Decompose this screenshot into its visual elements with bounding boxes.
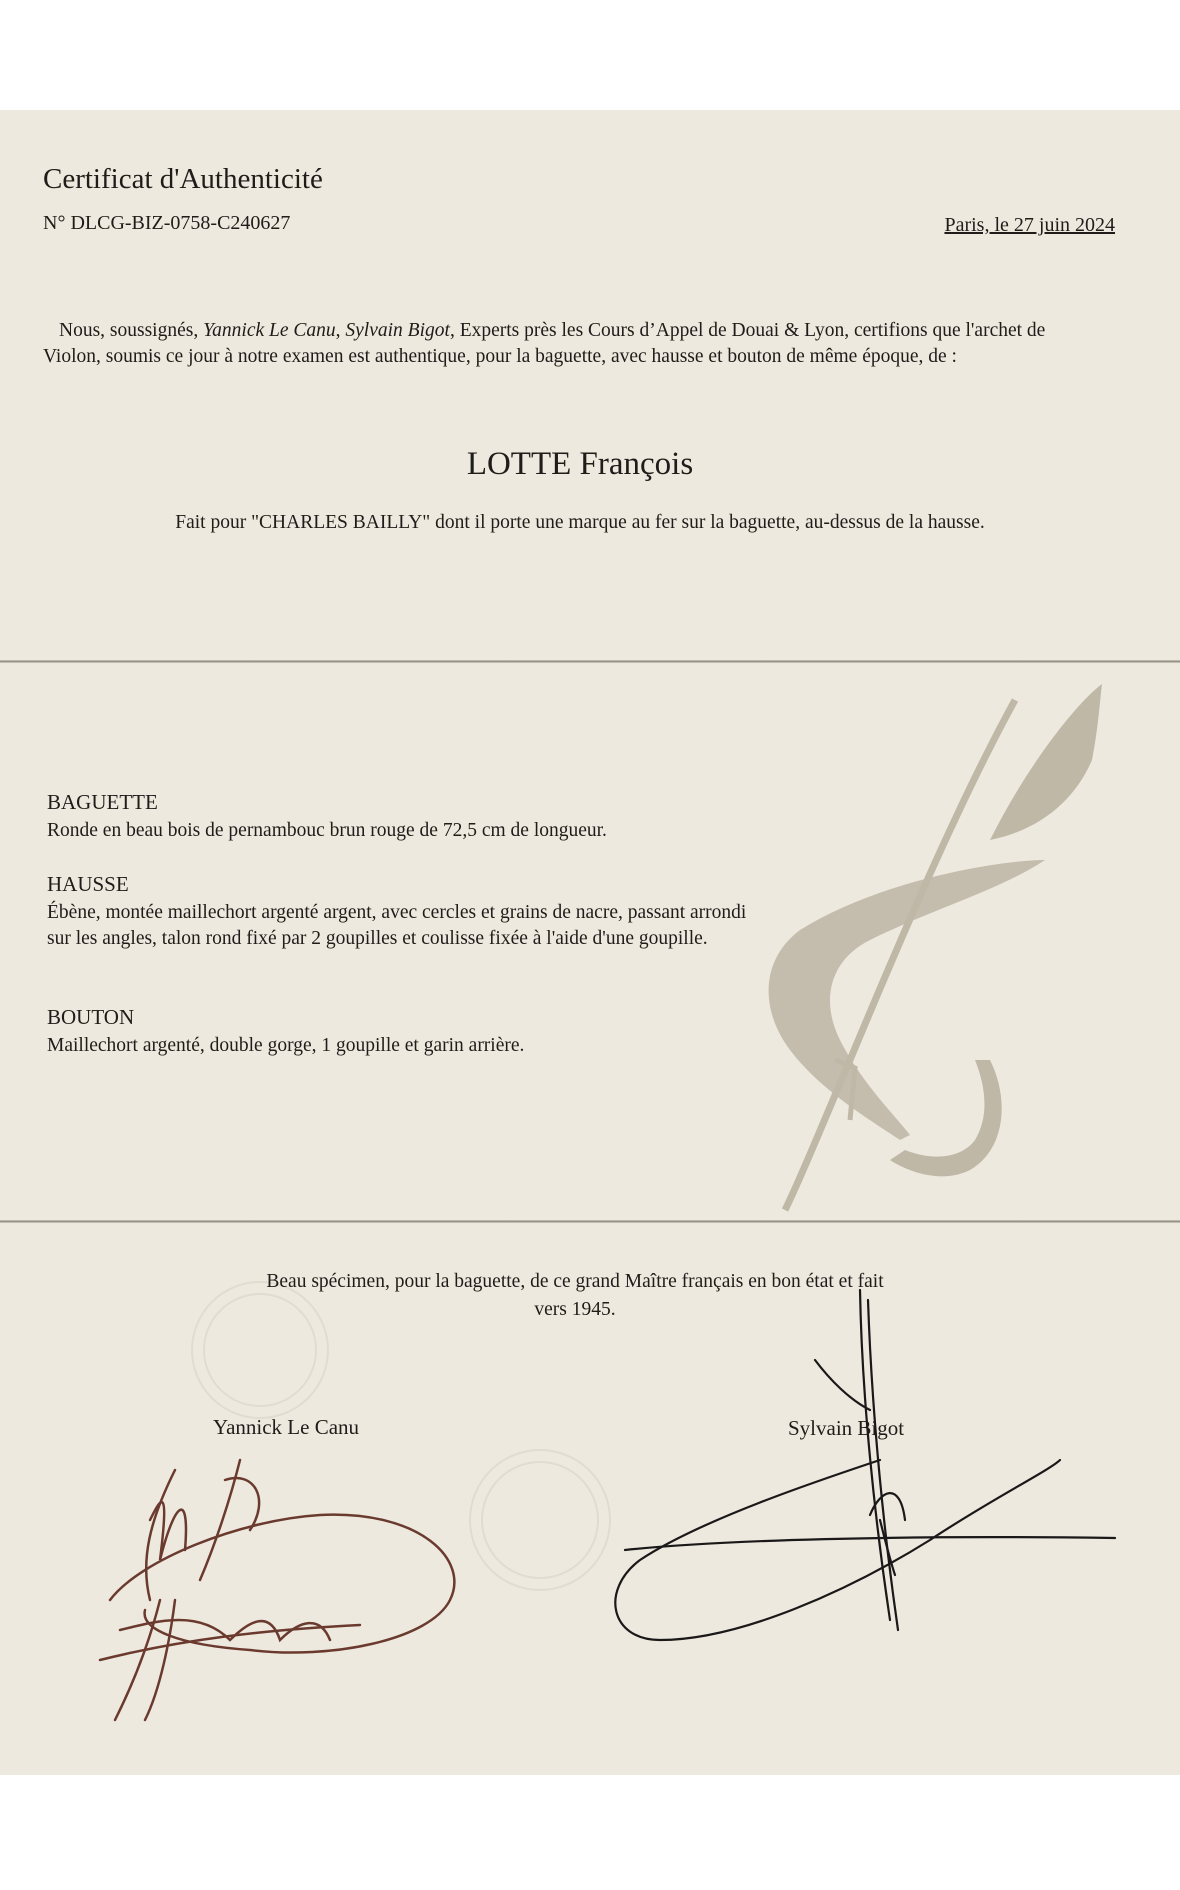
signature-right-icon bbox=[615, 1290, 1115, 1640]
signature-left-icon bbox=[100, 1460, 454, 1720]
place-date: Paris, le 27 juin 2024 bbox=[944, 214, 1115, 236]
signatory-left-name: Yannick Le Canu bbox=[213, 1415, 360, 1439]
section-bouton bbox=[47, 1005, 757, 1059]
expert-name-2: Sylvain Bigot bbox=[345, 320, 450, 341]
intro-separator: , bbox=[335, 320, 346, 341]
section-text: Maillechort argenté, double gorge, 1 goupille et garin arrière. bbox=[47, 1035, 525, 1056]
section-heading: BAGUETTE bbox=[47, 790, 158, 814]
expert-name-1: Yannick Le Canu bbox=[203, 320, 336, 341]
section-text: Ébène, montée maillechort argenté argent, avec cercles et grains de nacre, passant arrondi sur les angles, talon rond fixé par 2 goupilles et coulisse fixée à l'aide d'une goupille. bbox=[47, 902, 747, 949]
section-baguette bbox=[47, 790, 757, 844]
signatory-right-name: Sylvain Bigot bbox=[788, 1416, 905, 1440]
maker-name: LOTTE François bbox=[466, 446, 694, 482]
certificate-title: Certificat d'Authenticité bbox=[43, 163, 323, 195]
intro-text-start: Nous, soussignés, bbox=[59, 320, 204, 341]
embossed-seal-center-icon bbox=[470, 1450, 610, 1590]
section-heading: BOUTON bbox=[47, 1005, 135, 1029]
conclusion-statement bbox=[0, 1268, 1150, 1324]
made-for-note: Fait pour "CHARLES BAILLY" dont il porte une marque au fer sur la baguette, au-dessus de la hausse. bbox=[175, 512, 985, 533]
section-heading: HAUSSE bbox=[47, 872, 129, 896]
certificate-number: N° DLCG-BIZ-0758-C240627 bbox=[43, 212, 291, 234]
intro-text-end: , Experts près les Cours d’Appel de Douai & Lyon, certifions que l'archet de Violon, soumis ce jour à notre examen est authentique, pour la baguette, avec hausse et bouton de même époque, de : bbox=[43, 320, 1046, 367]
section-text: Ronde en beau bois de pernambouc brun rouge de 72,5 cm de longueur. bbox=[47, 820, 607, 841]
conclusion-text: Beau spécimen, pour la baguette, de ce grand Maître français en bon état et fait vers 1945. bbox=[266, 1271, 884, 1320]
scroll-emblem-icon bbox=[769, 684, 1102, 1210]
section-hausse bbox=[47, 872, 757, 952]
intro-paragraph bbox=[43, 318, 1078, 370]
